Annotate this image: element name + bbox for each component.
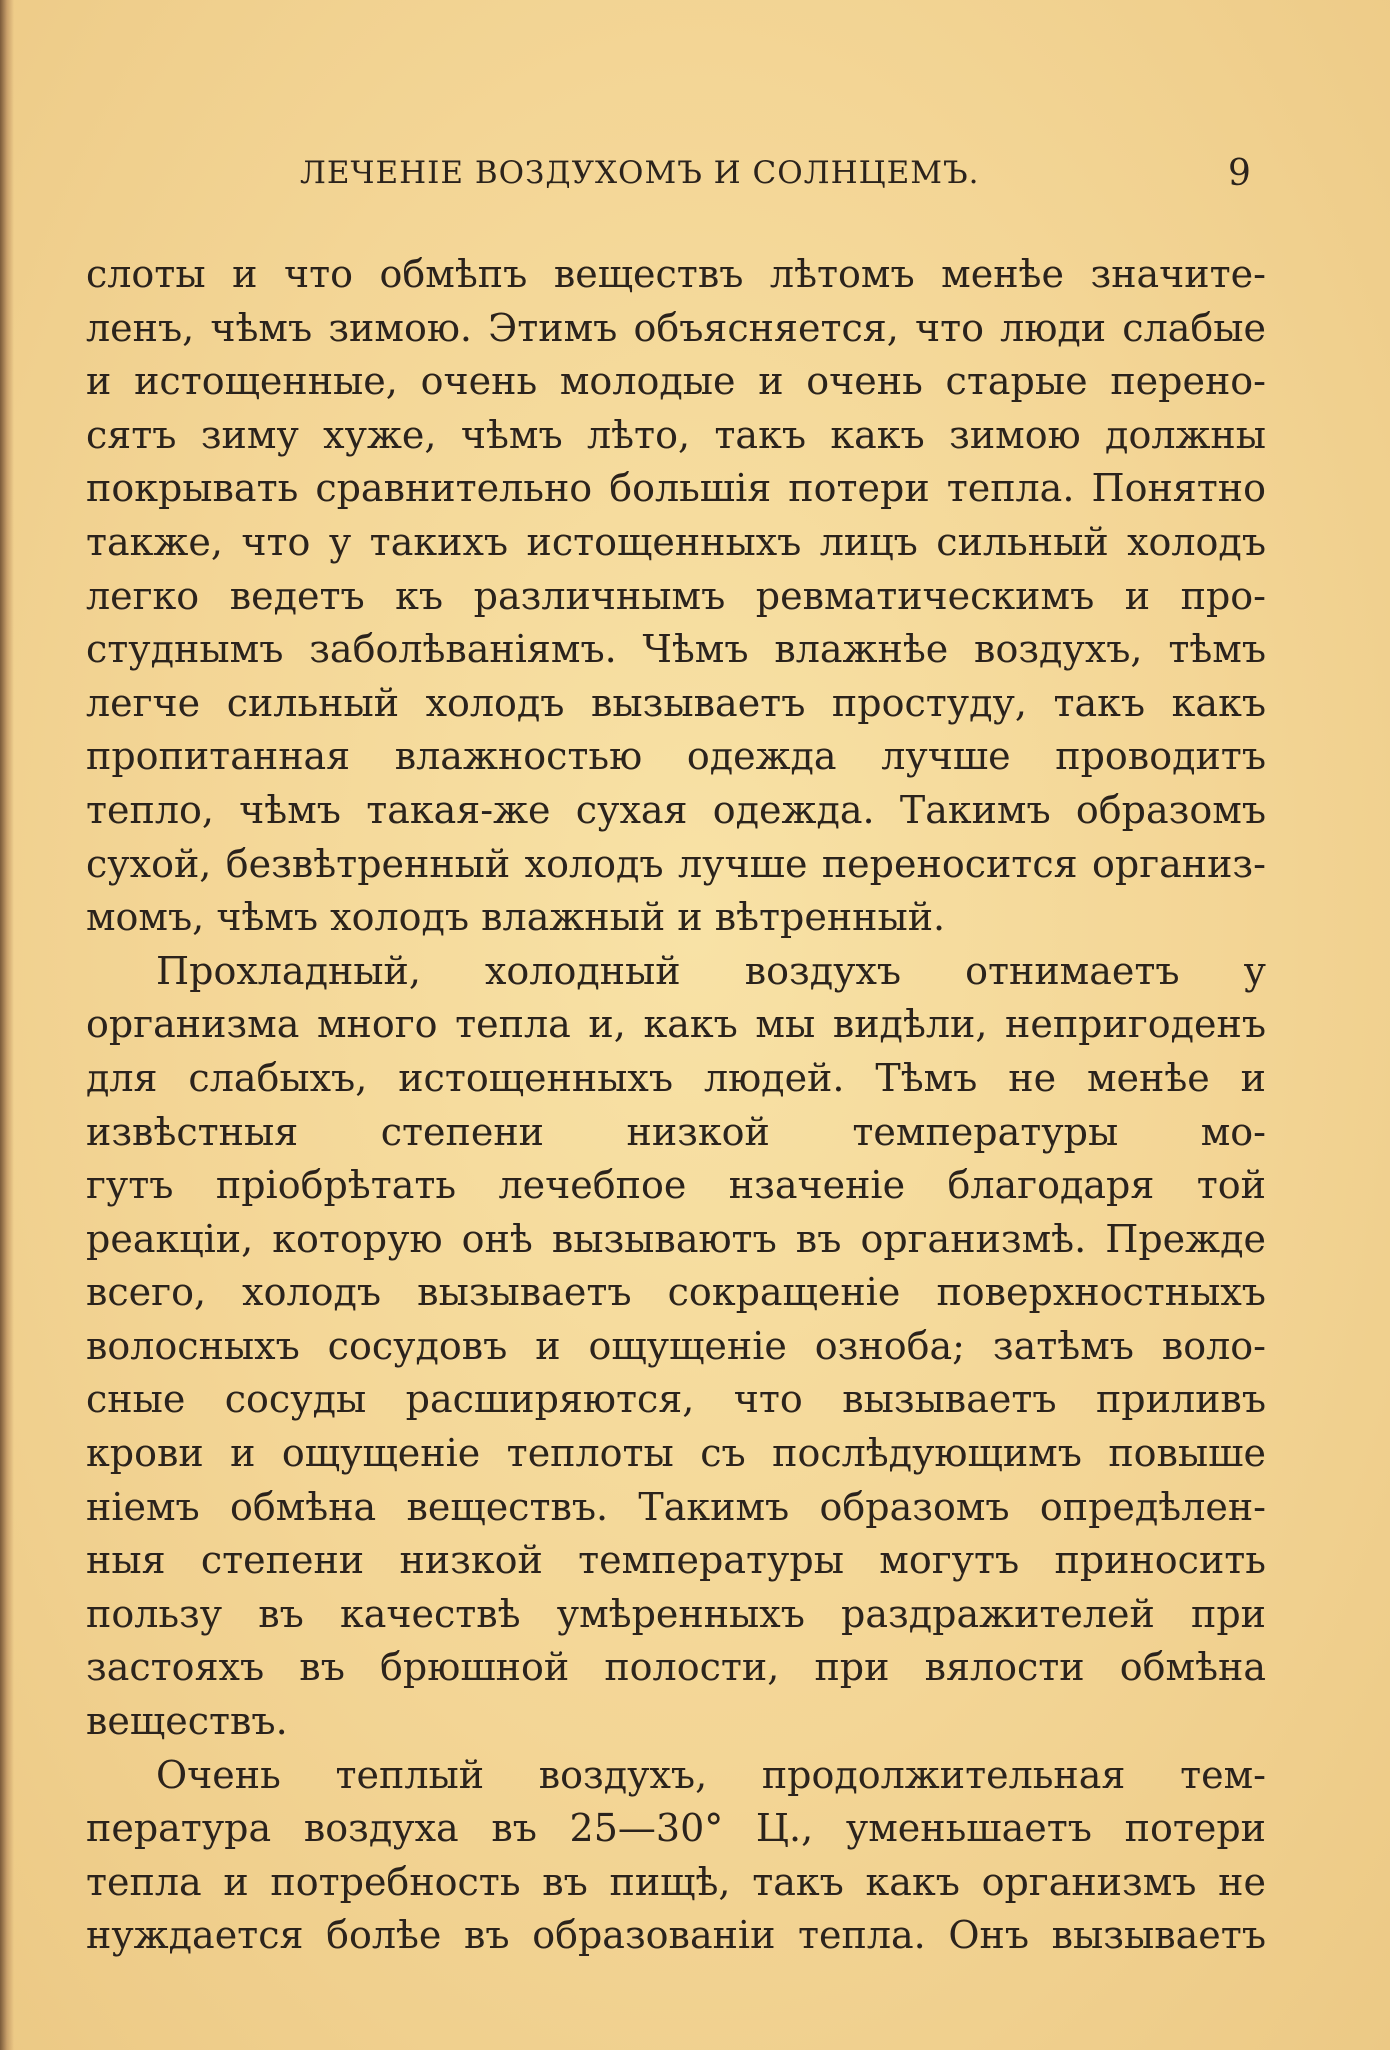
text-line: легко ведетъ къ различнымъ ревматическимъ и про- xyxy=(86,573,1266,618)
text-line: сятъ зиму хуже, чѣмъ лѣто, такъ какъ зимою должны xyxy=(86,412,1266,457)
text-line: сные сосуды расширяются, что вызываетъ приливъ xyxy=(86,1377,1266,1422)
text-line: тепло, чѣмъ такая-же сухая одежда. Такимъ образомъ xyxy=(86,787,1266,832)
text-line: извѣстныя степени низкой температуры мо- xyxy=(86,1109,1266,1154)
text-line: гутъ пріобрѣтать лечебпое нзаченіе благодаря той xyxy=(86,1163,1266,1208)
text-line: пропитанная влажностью одежда лучше проводитъ xyxy=(86,734,1266,779)
text-line: крови и ощущеніе теплоты съ послѣдующимъ повыше xyxy=(86,1431,1266,1476)
text-line: студнымъ заболѣваніямъ. Чѣмъ влажнѣе воздухъ, тѣмъ xyxy=(86,627,1266,672)
text-line: ніемъ обмѣна веществъ. Такимъ образомъ опредѣлен- xyxy=(86,1484,1266,1529)
text-line: слоты и что обмѣпъ веществъ лѣтомъ менѣе значите- xyxy=(86,252,1266,296)
text-line: организма много тепла и, какъ мы видѣли, непригоденъ xyxy=(86,1002,1266,1047)
text-line: ныя степени низкой температуры могутъ приносить xyxy=(86,1538,1266,1583)
text-line: ленъ, чѣмъ зимою. Этимъ объясняется, что люди слабые xyxy=(86,305,1266,350)
page-number: 9 xyxy=(1228,153,1251,194)
text-line: пература воздуха въ 25—30° Ц., уменьшаетъ потери xyxy=(86,1806,1266,1851)
page-edge-shadow xyxy=(0,0,14,2050)
text-line: для слабыхъ, истощенныхъ людей. Тѣмъ не менѣе и xyxy=(86,1055,1266,1100)
text-line: Очень теплый воздухъ, продолжительная тем- xyxy=(156,1752,1266,1797)
text-line: тепла и потребность въ пищѣ, такъ какъ организмъ не xyxy=(86,1859,1266,1904)
text-line: покрывать сравнительно большія потери тепла. Понятно xyxy=(86,466,1266,511)
text-line: пользу въ качествѣ умѣренныхъ раздражителей при xyxy=(86,1591,1266,1636)
text-line: легче сильный холодъ вызываетъ простуду, такъ какъ xyxy=(86,680,1266,725)
text-line: нуждается болѣе въ образованіи тепла. Онъ вызываетъ xyxy=(86,1913,1266,1958)
text-line: реакціи, которую онѣ вызываютъ въ организмѣ. Прежде xyxy=(86,1216,1266,1261)
page-header xyxy=(0,155,1390,205)
running-title: ЛЕЧЕНІЕ ВОЗДУХОМЪ И СОЛНЦЕМЪ. xyxy=(300,155,980,191)
text-line: волосныхъ сосудовъ и ощущеніе озноба; затѣмъ воло- xyxy=(86,1323,1266,1368)
text-line: также, что у такихъ истощенныхъ лицъ сильный холодъ xyxy=(86,519,1266,564)
text-line: застояхъ въ брюшной полости, при вялости обмѣна xyxy=(86,1645,1266,1690)
text-line: и истощенные, очень молодые и очень старые перено- xyxy=(86,359,1266,404)
body-text xyxy=(86,248,1266,1963)
text-line: сухой, безвѣтренный холодъ лучше переносится организ- xyxy=(86,841,1266,886)
text-line: Прохладный, холодный воздухъ отнимаетъ у xyxy=(156,948,1266,993)
text-line: веществъ. xyxy=(86,1699,288,1744)
text-line: момъ, чѣмъ холодъ влажный и вѣтренный. xyxy=(86,895,946,940)
text-line: всего, холодъ вызываетъ сокращеніе поверхностныхъ xyxy=(86,1270,1266,1315)
